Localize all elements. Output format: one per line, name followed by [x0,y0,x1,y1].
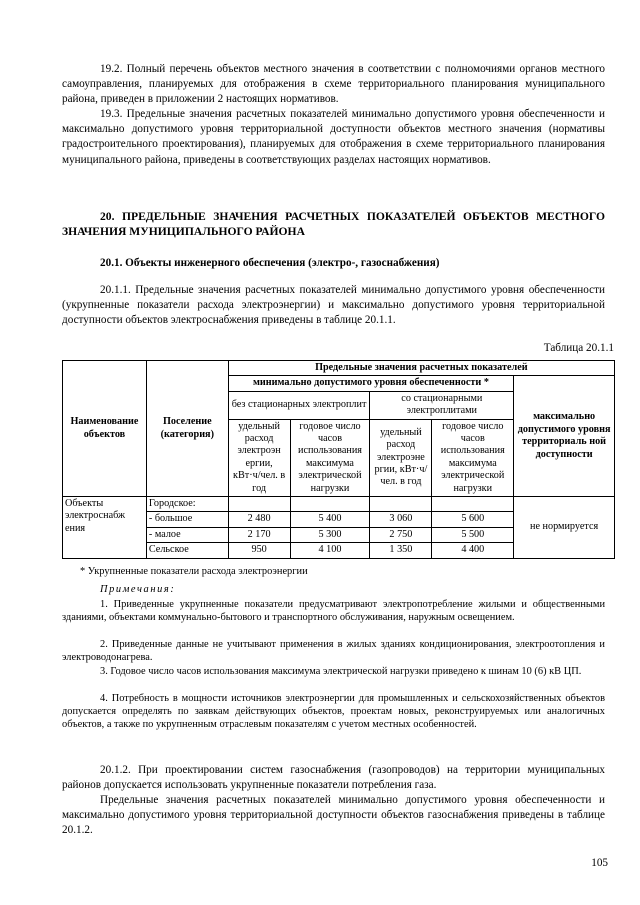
header-limits: Предельные значения расчетных показателей [228,361,614,376]
value-cell: 950 [228,543,290,558]
settlement-cell: - малое [146,527,228,542]
value-cell [290,497,370,512]
page-number: 105 [591,857,608,869]
max-value-cell: не нормируется [514,497,615,559]
table-footnote: * Укрупненные показатели расхода электроэнергии [80,566,308,577]
note-2: 2. Приведенные данные не учитывают применения в жилых зданиях кондиционирования, электроотопления и электроводонагрева. [62,639,605,664]
header-annual-hours-2: годовое число часов использования максимума электрической нагрузки [432,419,514,496]
header-min-level: минимально допустимого уровня обеспеченности * [228,376,514,391]
note-4: 4. Потребность в мощности источников электроэнергии для промышленных и сельскохозяйственных объектов допускается определять по заявкам действующих объектов, проектам новых, реконструируемых или аналогичных объектов, а также по укрупненным отраслевым показателям с учетом местных особенностей. [62,693,605,731]
value-cell: 2 480 [228,512,290,527]
header-name: Наименование объектов [63,361,147,497]
value-cell: 2 170 [228,527,290,542]
header-settlement: Поселение (категория) [146,361,228,497]
note-3: 3. Годовое число часов использования максимума электрической нагрузки приведено к шинам 10 (6) кВ ЦП. [100,666,582,677]
value-cell: 5 500 [432,527,514,542]
electricity-table [62,360,615,559]
table-caption: Таблица 20.1.1 [543,342,614,354]
value-cell [432,497,514,512]
section-heading-20: 20. ПРЕДЕЛЬНЫЕ ЗНАЧЕНИЯ РАСЧЕТНЫХ ПОКАЗАТЕЛЕЙ ОБЪЕКТОВ МЕСТНОГО ЗНАЧЕНИЯ МУНИЦИПАЛЬНОГО РАЙОНА [62,210,605,239]
value-cell: 4 100 [290,543,370,558]
value-cell: 3 060 [370,512,432,527]
value-cell: 4 400 [432,543,514,558]
settlement-cell: Городское: [146,497,228,512]
value-cell: 5 300 [290,527,370,542]
subsection-heading-20-1: 20.1. Объекты инженерного обеспечения (электро-, газоснабжения) [100,257,440,269]
settlement-cell: Сельское [146,543,228,558]
paragraph-20-1-2: 20.1.2. При проектировании систем газоснабжения (газопроводов) на территории муниципальных районов допускается использовать укрупненные показатели потребления газа. [62,764,605,792]
value-cell [370,497,432,512]
paragraph-19-3: 19.3. Предельные значения расчетных показателей минимально допустимого уровня обеспеченности и максимально допустимого уровня территориальной доступности объектов местного значения (нормативы градостроительного проектирования), планируемых для отображения в схеме территориального планирования муниципального района, приведены в соответствующих разделах настоящих нормативов. [62,108,605,166]
header-specific-consumption-2: удельный расход электроэне ргии, кВт·ч/чел. в год [370,419,432,496]
value-cell: 1 350 [370,543,432,558]
note-1: 1. Приведенные укрупненные показатели предусматривают электропотребление жилыми и общественными зданиями, объектами коммунально-бытового и транспортного обслуживания, наружным освещением. [62,599,605,624]
header-max-access: максимально допустимого уровня территориаль ной доступности [514,376,615,497]
object-name-cell: Объекты электроснабж ения [63,497,147,559]
value-cell: 5 400 [290,512,370,527]
value-cell: 5 600 [432,512,514,527]
settlement-cell: - большое [146,512,228,527]
header-without-stoves: без стационарных электроплит [228,391,370,419]
notes-title: Примечания: [100,584,176,595]
header-annual-hours: годовое число часов использования максимума электрической нагрузки [290,419,370,496]
header-specific-consumption: удельный расход электроэн ергии, кВт·ч/чел. в год [228,419,290,496]
paragraph-19-2: 19.2. Полный перечень объектов местного значения в соответствии с полномочиями органов местного самоуправления, планируемых для отображения в схеме территориального планирования муниципального района, приведен в приложении 2 настоящих нормативов. [62,63,605,106]
paragraph-20-1-1: 20.1.1. Предельные значения расчетных показателей минимально допустимого уровня обеспеченности (укрупненные показатели расхода электроэнергии) и максимально допустимого уровня территориальной доступности объектов электроснабжения приведены в таблице 20.1.1. [62,284,605,327]
table-row [63,497,615,512]
value-cell [228,497,290,512]
header-with-stoves: со стационарными электроплитами [370,391,514,419]
paragraph-gas-limits: Предельные значения расчетных показателей минимально допустимого уровня обеспеченности и максимально допустимого уровня территориальной доступности объектов газоснабжения приведены в таблице 20.1.2. [62,794,605,837]
value-cell: 2 750 [370,527,432,542]
